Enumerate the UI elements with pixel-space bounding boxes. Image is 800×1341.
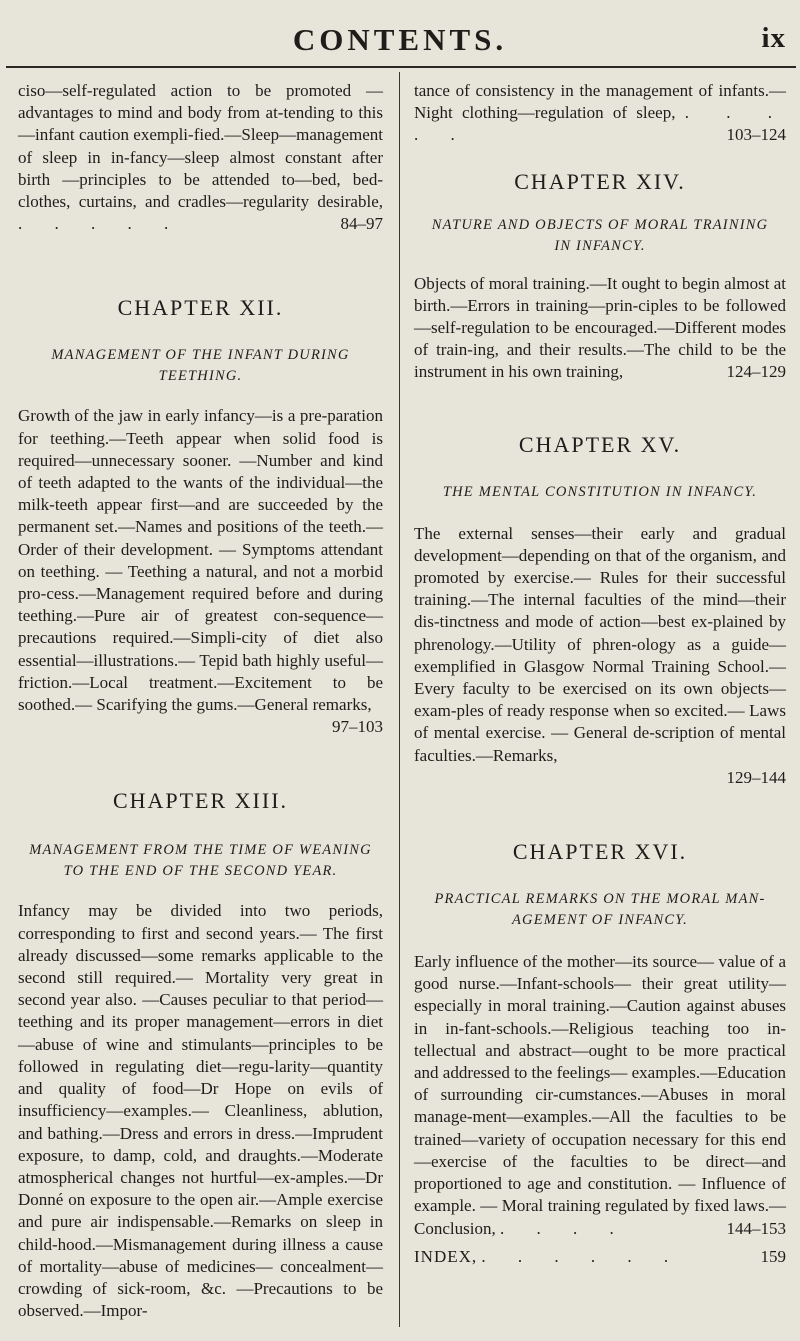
page-range: 129–144 <box>726 767 786 787</box>
chapter-title: MANAGEMENT OF THE INFANT DURING TEETHING. <box>51 347 350 385</box>
continued-entry <box>414 80 786 147</box>
chapter-summary <box>18 900 383 1322</box>
chapter-summary <box>414 523 786 789</box>
summary-text: Infancy may be divided into two periods, corresponding to first and second years.— The first already discussed—some remarks applicable to the second still required.— Mortality very great in second year also. —Causes peculiar to that period—teething and its proper management—errors in diet —abuse of wine and stimulants—principles to be followed in regulating diet—regu-larity—quantity and quality of food—Dr Hope on evils of insufficiency—examples.— Cleanliness, ablution, and bathing.—Dress and errors in dress.—Imprudent exposure, to damp, cold, and draughts.—Moderate atmospherical changes not hurtful—ex-amples.—Dr Donné on exposure to the open air.—Ample exercise and pure air indispensable.—Remarks on sleep in child-hood.—Mismanagement during illness a cause of mortality—abuse of medicines— concealment—crowding of sick-room, &c. —Precautions to be observed.—Impor- <box>18 901 383 1321</box>
dot-leaders: . . . . . . <box>481 1246 683 1266</box>
summary-text: The external senses—their early and gradual development—depending on that of the organism, and promoted by exercise.— Rules for their successful training.—The internal faculties of the mind—their dis-tinctness and mode of action—best ex-plained by phrenology.—Utility of phren-ology as a guide—exemplified in Glasgow Normal Training School.—Every faculty to be exercised on its own objects—exam-ples of ready response when so excited.— Laws of mental exercise. — General de-scription of mental faculties.—Remarks, <box>414 523 786 765</box>
chapter-heading: CHAPTER XIV. <box>514 168 686 194</box>
chapter-heading: CHAPTER XV. <box>518 431 682 457</box>
summary-text: Growth of the jaw in early infancy—is a pre-paration for teething.—Teeth appear when solid food is required—unnecessary sooner. —Number and kind of teeth adapted to the wants of the individual—the milk-teeth appear first—and are succeeded by the permanent set.—Names and positions of the teeth.—Order of their development. — Symptoms attendant on teething. — Teething a natural, and not a morbid pro-cess.—Management required before and during teething.—Pure air of greatest con-sequence—precautions required.—Simpli-city of diet also essential—illustrations.— Tepid bath highly useful—friction.—Local treatment.—Excitement to be soothed.— Scarifying the gums.—General remarks, <box>18 406 383 715</box>
page-range: 97–103 <box>332 717 383 737</box>
running-head <box>0 14 800 60</box>
chapter-summary <box>414 273 786 384</box>
chapter-title: PRACTICAL REMARKS ON THE MORAL MAN-AGEMENT OF INFANCY. <box>434 891 766 929</box>
running-title: CONTENTS. <box>292 22 508 57</box>
chapter-heading: CHAPTER XII. <box>117 295 284 321</box>
index-label: INDEX, <box>414 1246 478 1266</box>
dot-leaders: . . . . . <box>18 214 183 234</box>
page-range: 103–124 <box>726 125 786 145</box>
entry-text: tance of consistency in the management of infants.—Night clothing—regulation of sleep, <box>414 81 786 123</box>
page-number: 159 <box>760 1246 786 1266</box>
chapter-summary <box>414 951 786 1240</box>
left-column <box>18 80 383 1322</box>
entry-text: ciso—self-regulated action to be promoted —advantages to mind and body from at-tending to this—infant caution exempli-fied.—Sleep—management of sleep in in-fancy—sleep almost constant after birth —principles to be attended to—bed, bed-clothes, curtains, and cradles—regularity desirable, <box>18 81 383 212</box>
header-rule <box>6 66 796 68</box>
page-number: ix <box>761 22 786 54</box>
right-column <box>414 80 786 1268</box>
summary-text: Objects of moral training.—It ought to begin almost at birth.—Errors in training—prin-ciples to be followed—self-regulation to be encouraged.—Different modes of train-ing, and their results.—The child to be the instrument in his own training, <box>414 273 786 382</box>
dot-leaders: . . . . <box>499 1218 628 1238</box>
chapter-summary <box>18 405 383 738</box>
chapter-title: THE MENTAL CONSTITUTION IN INFANCY. <box>442 483 758 500</box>
continued-entry <box>18 80 383 235</box>
chapter-heading: CHAPTER XIII. <box>112 788 289 814</box>
page-range: 144–153 <box>726 1218 786 1238</box>
page-range: 84–97 <box>340 214 383 234</box>
summary-text: Early influence of the mother—its source— value of a good nurse.—Infant-schools— their great utility—especially in moral training.—Caution against abuses in in-fant-schools.—Religious teaching too in-tellectual and abstract—ought to be more practical and addressed to the feelings— examples.—Education of surrounding cir-cumstances.—Abuses in moral manage-ment—examples.—All the faculties to be trained—variety of occupation necessary for this end—exercise of the faculties to be direct—and proportioned to age and constitution. — Influence of example. — Moral training regulated by fixed laws.— Conclusion, <box>414 952 786 1238</box>
index-entry <box>414 1246 786 1268</box>
chapter-title: NATURE AND OBJECTS OF MORAL TRAINING IN INFANCY. <box>431 216 769 254</box>
chapter-title: MANAGEMENT FROM THE TIME OF WEANING TO THE END OF THE SECOND YEAR. <box>29 842 372 880</box>
chapter-heading: CHAPTER XVI. <box>512 839 688 865</box>
page-range: 124–129 <box>726 362 786 382</box>
column-divider <box>399 72 400 1327</box>
dot-leaders: . . . . . <box>414 103 787 145</box>
